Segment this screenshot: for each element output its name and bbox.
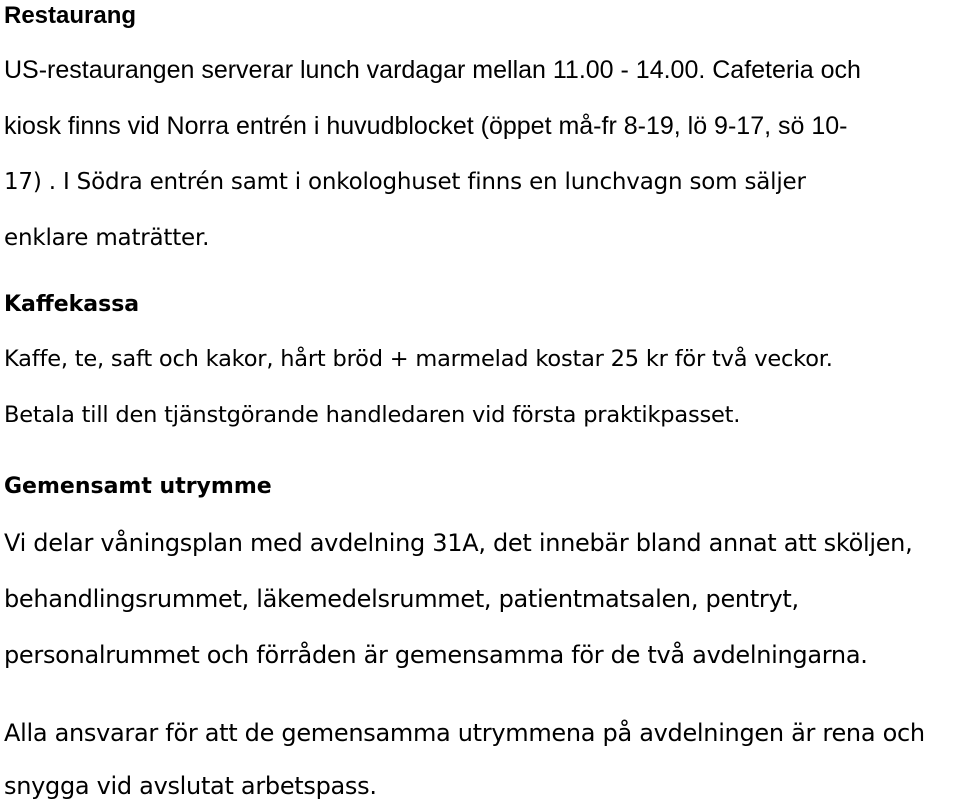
gemensamt-text-line-5: snygga vid avslutat arbetspass. [4, 772, 377, 800]
restaurang-text-line-1: US-restaurangen serverar lunch vardagar mellan 11.00 - 14.00. Cafeteria och [4, 56, 861, 84]
heading-kaffekassa: Kaffekassa [4, 292, 140, 317]
heading-restaurang: Restaurang [4, 2, 137, 29]
gemensamt-text-line-1: Vi delar våningsplan med avdelning 31A, det innebär bland annat att sköljen, [4, 529, 913, 557]
gemensamt-text-line-2: behandlingsrummet, läkemedelsrummet, patientmatsalen, pentryt, [4, 585, 799, 613]
gemensamt-text-line-4: Alla ansvarar för att de gemensamma utrymmena på avdelningen är rena och [4, 719, 925, 747]
heading-gemensamt-utrymme: Gemensamt utrymme [4, 474, 272, 499]
kaffekassa-text-line-1: Kaffe, te, saft och kakor, hårt bröd + marmelad kostar 25 kr för två veckor. [4, 346, 833, 372]
gemensamt-text-line-3: personalrummet och förråden är gemensamma för de två avdelningarna. [4, 641, 868, 669]
restaurang-text-line-3: 17) . I Södra entrén samt i onkologhuset finns en lunchvagn som säljer [4, 169, 806, 195]
restaurang-text-line-4: enklare maträtter. [4, 225, 210, 251]
kaffekassa-text-line-2: Betala till den tjänstgörande handledaren vid första praktikpasset. [4, 402, 741, 428]
restaurang-text-line-2: kiosk finns vid Norra entrén i huvudblocket (öppet må-fr 8-19, lö 9-17, sö 10- [4, 112, 848, 140]
